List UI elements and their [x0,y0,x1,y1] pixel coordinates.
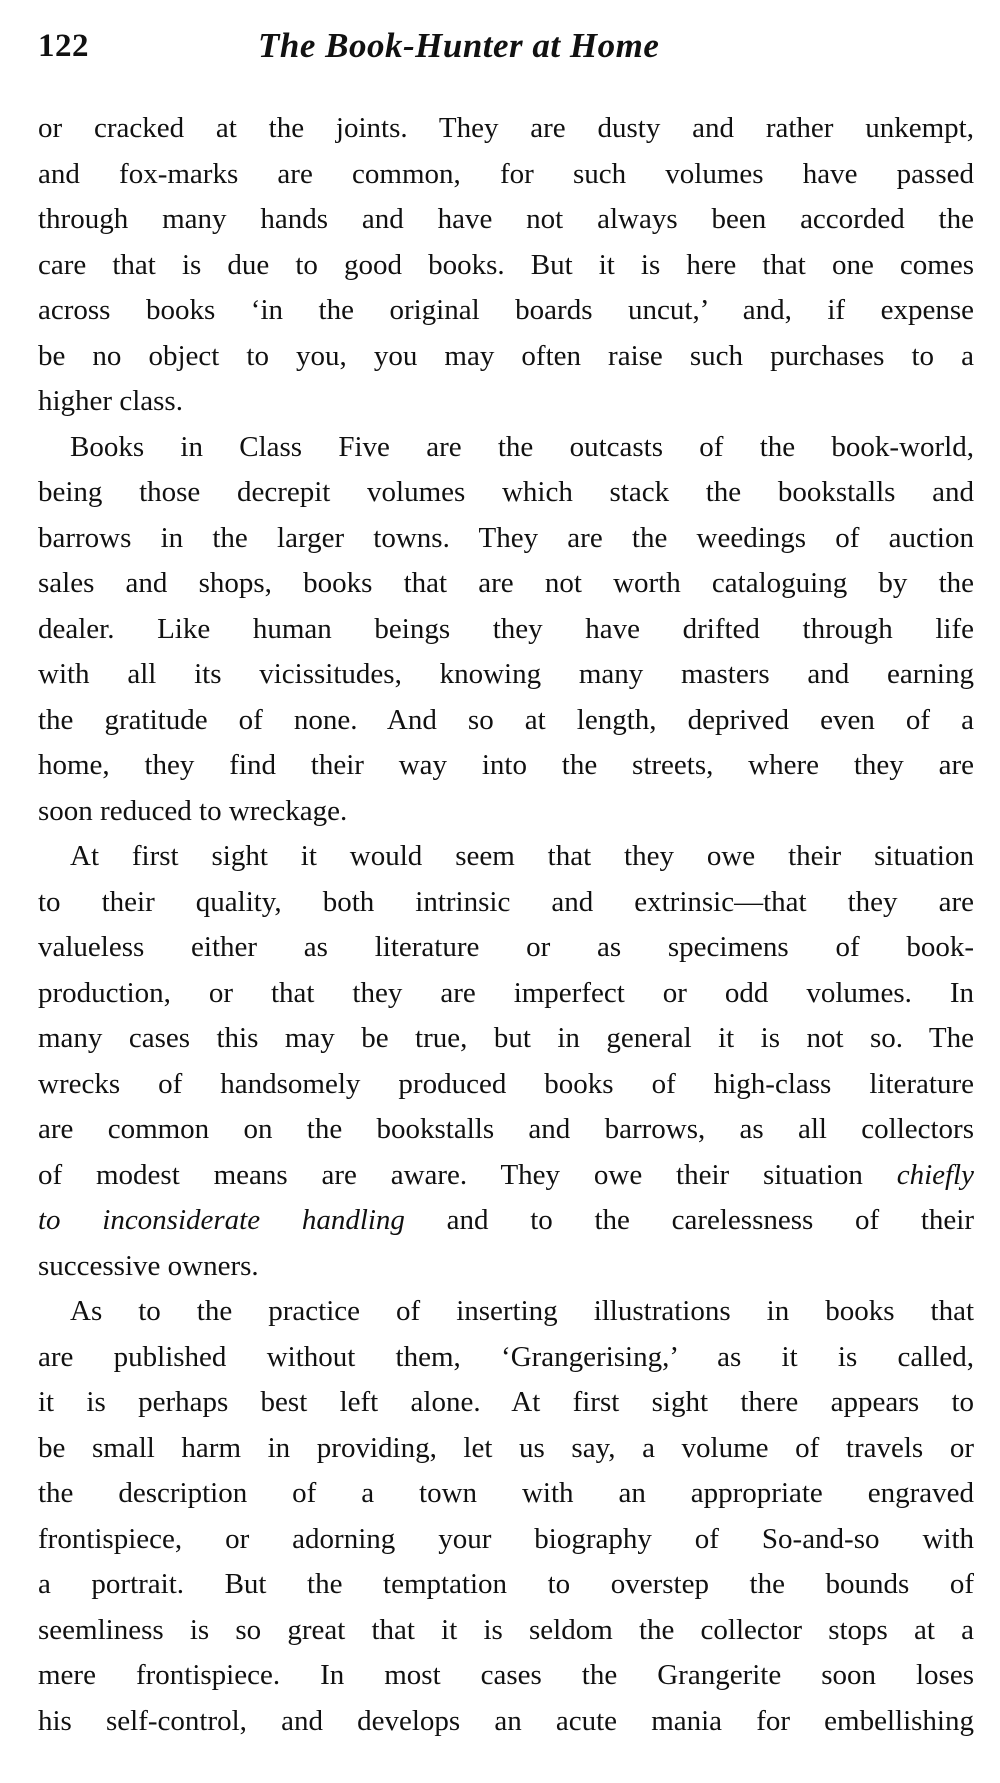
italic-emphasis: chiefly [896,1158,974,1191]
text-line: barrows in the larger towns. They are the weedings of auction [38,521,974,554]
text-line: home, they find their way into the streets, where they are [38,749,974,781]
text-line: As to the practice of inserting illustrations in books that [70,1295,974,1327]
text-line: the gratitude of none. And so at length, deprived even of a [38,703,974,736]
text-line: seemliness is so great that it is seldom the collector stops at a [38,1613,974,1646]
text-line: successive owners. [38,1249,259,1282]
text-line: mere frontispiece. In most cases the Grangerite soon loses [38,1659,974,1691]
running-title: The Book-Hunter at Home [258,26,660,65]
text-line: be small harm in providing, let us say, a volume of travels or [38,1431,974,1464]
text-line: to their quality, both intrinsic and extrinsic—that they are [38,885,974,918]
text-line [38,1198,974,1244]
page-header [0,22,1000,82]
text-line: frontispiece, or adorning your biography of So-and-so with [38,1522,974,1555]
text-line: At first sight it would seem that they owe their situation [70,840,974,872]
text-line: be no object to you, you may often raise such purchases to a [38,339,974,372]
text-line: Books in Class Five are the outcasts of the book-world, [70,430,974,463]
body-text [38,106,974,1744]
text-line: sales and shops, books that are not worth cataloguing by the [38,567,974,599]
text-line: production, or that they are imperfect or odd volumes. In [38,976,974,1009]
text-line: soon reduced to wreckage. [38,794,348,827]
text-line: his self-control, and develops an acute mania for embellishing [38,1704,974,1737]
text-line: through many hands and have not always been accorded the [38,203,974,235]
text-line: or cracked at the joints. They are dusty and rather unkempt, [38,112,974,144]
text-line: it is perhaps best left alone. At first sight there appears to [38,1386,974,1418]
text-line: valueless either as literature or as specimens of book- [38,931,974,963]
italic-emphasis: to inconsiderate handling [38,1204,405,1236]
text-line: many cases this may be true, but in general it is not so. The [38,1022,974,1054]
text-line: being those decrepit volumes which stack the bookstalls and [38,476,974,508]
text-line: with all its vicissitudes, knowing many masters and earning [38,658,974,690]
text-line: across books ‘in the original boards uncut,’ and, if expense [38,294,974,326]
line-text: and to the carelessness of their [446,1204,974,1236]
line-text: of modest means are aware. They owe their situation [38,1158,863,1191]
text-line: a portrait. But the temptation to overstep the bounds of [38,1568,974,1600]
text-line: are published without them, ‘Grangerising,’ as it is called, [38,1340,974,1373]
text-line: and fox-marks are common, for such volumes have passed [38,157,974,190]
text-line: care that is due to good books. But it is here that one comes [38,248,974,281]
text-line: are common on the bookstalls and barrows, as all collectors [38,1113,974,1145]
text-line: wrecks of handsomely produced books of high-class literature [38,1067,974,1100]
text-line: higher class. [38,385,183,417]
text-line: the description of a town with an appropriate engraved [38,1477,974,1509]
text-line [38,1153,974,1199]
text-line: dealer. Like human beings they have drifted through life [38,612,974,645]
page-number: 122 [38,28,89,64]
